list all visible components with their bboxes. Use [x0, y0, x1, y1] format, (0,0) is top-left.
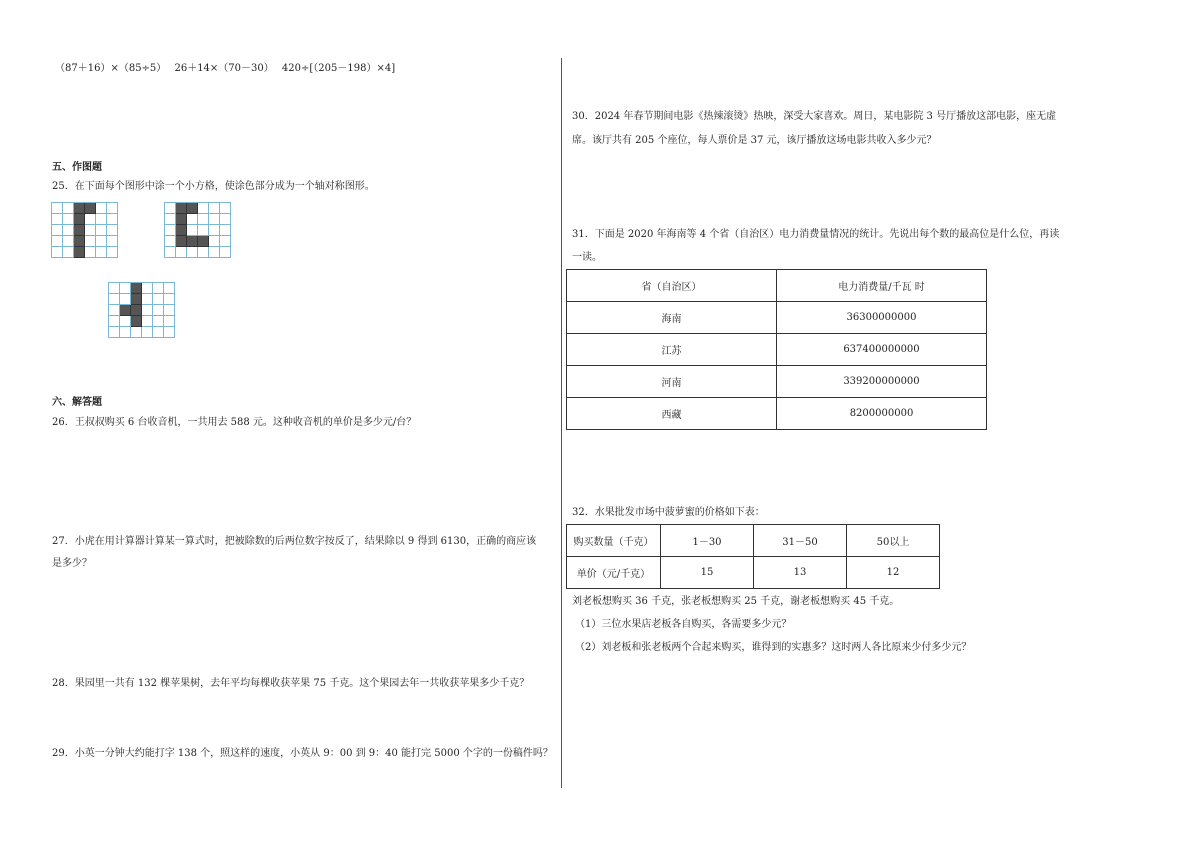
table-row — [567, 398, 987, 430]
cell-consumption: 8200000000 — [777, 398, 987, 430]
cell-province: 西藏 — [567, 398, 777, 430]
cell-province: 海南 — [567, 302, 777, 334]
table-row — [567, 334, 987, 366]
question-31-line-2: 一读。 — [572, 252, 602, 263]
question-27-line-1: 27．小虎在用计算器计算某一算式时，把被除数的后两位数字按反了，结果除以 9 得到 6130，正确的商应该 — [52, 536, 537, 547]
section-5-title: 五、作图题 — [52, 162, 102, 173]
cell-range-1: 1－30 — [661, 525, 754, 557]
cell-range-2: 31－50 — [754, 525, 847, 557]
table-header-row — [567, 270, 987, 302]
table-row — [567, 302, 987, 334]
question-30-line-2: 席。该厅共有 205 个座位，每人票价是 37 元，该厅播放这场电影共收入多少元？ — [572, 135, 937, 146]
question-28: 28．果园里一共有 132 棵苹果树，去年平均每棵收获苹果 75 千克。这个果园去年一共收获苹果多少千克？ — [52, 678, 530, 689]
cell-quantity-label: 购买数量（千克） — [567, 525, 661, 557]
question-30-line-1: 30．2024 年春节期间电影《热辣滚烫》热映，深受大家喜欢。周日，某电影院 3 号厅播放这部电影，座无虚 — [572, 111, 1057, 122]
cell-price-label: 单价（元/千克） — [567, 557, 661, 589]
question-32-sub-1: （1）三位水果店老板各自购买，各需要多少元？ — [575, 619, 792, 630]
cell-price-2: 13 — [754, 557, 847, 589]
grid-figure-1[interactable] — [51, 202, 118, 258]
cell-province: 江苏 — [567, 334, 777, 366]
cell-consumption: 36300000000 — [777, 302, 987, 334]
table-row — [567, 557, 940, 589]
header-consumption: 电力消费量/千瓦 时 — [777, 270, 987, 302]
question-27-line-2: 是多少？ — [52, 558, 92, 569]
table-row — [567, 525, 940, 557]
question-32: 32．水果批发市场中菠萝蜜的价格如下表： — [572, 507, 765, 518]
question-25: 25．在下面每个图形中涂一个小方格，使涂色部分成为一个轴对称图形。 — [52, 181, 375, 192]
cell-range-3: 50以上 — [847, 525, 940, 557]
question-29: 29．小英一分钟大约能打字 138 个，照这样的速度，小英从 9：00 到 9：40 能打完 5000 个字的一份稿件吗？ — [52, 748, 553, 759]
column-divider — [561, 58, 562, 788]
section-6-title: 六、解答题 — [52, 397, 102, 408]
expression-line: （87＋16）×（85÷5） 26＋14×（70－30） 420÷[（205－198）×4] — [55, 63, 396, 74]
cell-price-3: 12 — [847, 557, 940, 589]
question-32-sub-2: （2）刘老板和张老板两个合起来购买，谁得到的实惠多？这时两人各比原来少付多少元？ — [575, 642, 972, 653]
grid-figure-3[interactable] — [108, 282, 175, 338]
grid-figure-2[interactable] — [164, 202, 231, 258]
question-31-line-1: 31．下面是 2020 年海南等 4 个省（自治区）电力消费量情况的统计。先说出每个数的最高位是什么位，再读 — [572, 229, 1060, 240]
cell-consumption: 339200000000 — [777, 366, 987, 398]
question-32-text: 刘老板想购买 36 千克，张老板想购买 25 千克，谢老板想购买 45 千克。 — [572, 596, 900, 607]
power-consumption-table — [566, 269, 987, 430]
cell-price-1: 15 — [661, 557, 754, 589]
cell-province: 河南 — [567, 366, 777, 398]
question-26: 26．王叔叔购买 6 台收音机，一共用去 588 元。这种收音机的单价是多少元/台？ — [52, 417, 417, 428]
price-table — [566, 524, 940, 589]
cell-consumption: 637400000000 — [777, 334, 987, 366]
header-province: 省（自治区） — [567, 270, 777, 302]
table-row — [567, 366, 987, 398]
